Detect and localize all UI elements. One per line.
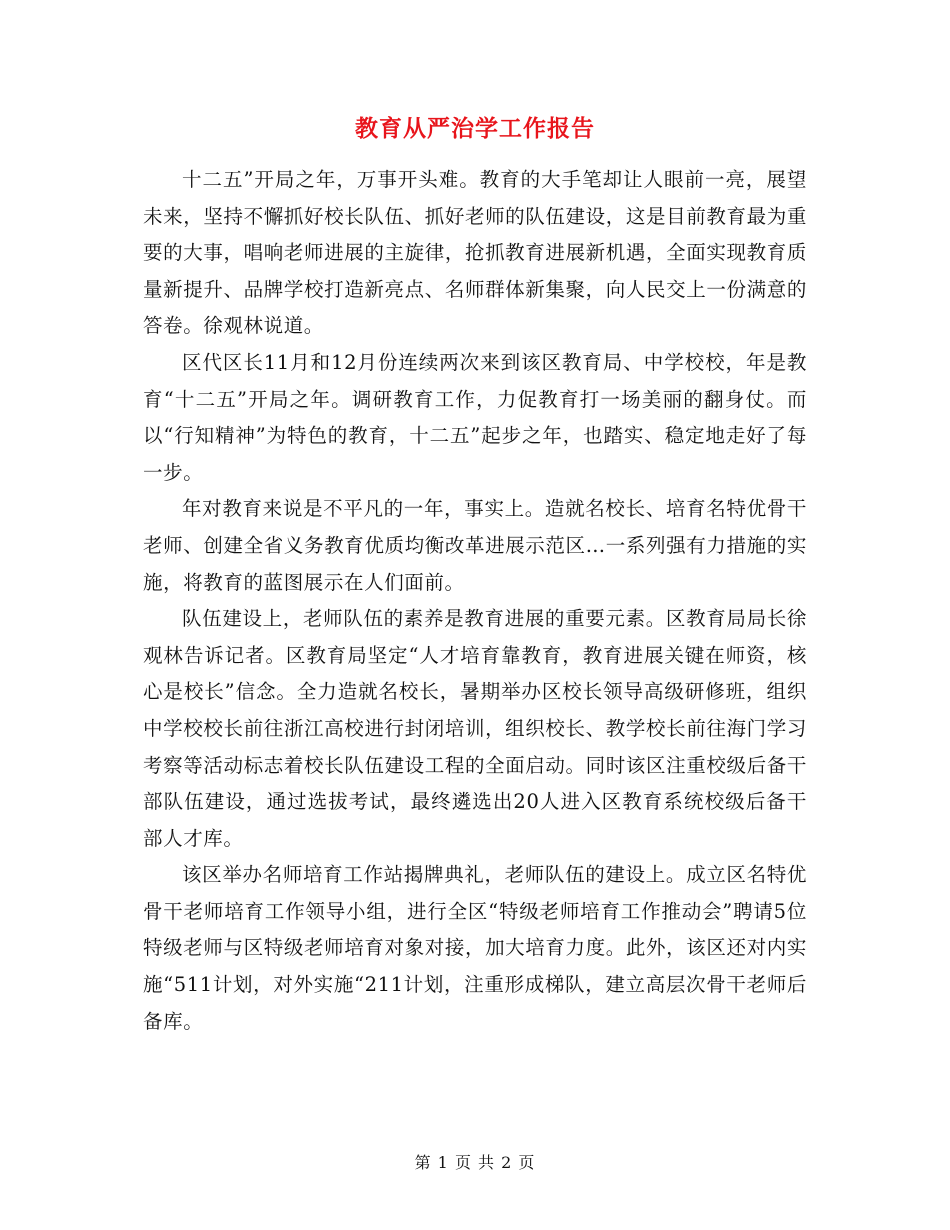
paragraph-5: 该区举办名师培育工作站揭牌典礼，老师队伍的建设上。成立区名特优骨干老师培育工作领导小组，进行全区“特级老师培育工作推动会”聘请5位特级老师与区特级老师培育对象对接，加大培育力度。此外，该区还对内实施“511计划，对外实施“211计划，注重形成梯队，建立高层次骨干老师后备库。 — [143, 863, 807, 1033]
paragraph-4: 队伍建设上，老师队伍的素养是教育进展的重要元素。区教育局局长徐观林告诉记者。区教育局坚定“人才培育靠教育，教育进展关键在师资，核心是校长”信念。全力造就名校长，暑期举办区校长领导高级研修班，组织中学校校长前往浙江高校进行封闭培训，组织校长、教学校长前往海门学习考察等活动标志着校长队伍建设工程的全面启动。同时该区注重校级后备干部队伍建设，通过选拔考试，最终遴选出20人进入区教育系统校级后备干部人才库。 — [143, 607, 807, 850]
paragraph-2: 区代区长11月和12月份连续两次来到该区教育局、中学校校，年是教育“十二五”开局之年。调研教育工作，力促教育打一场美丽的翻身仗。而以“行知精神”为特色的教育，十二五”起步之年，也踏实、稳定地走好了每一步。 — [143, 350, 807, 484]
paragraph-3: 年对教育来说是不平凡的一年，事实上。造就名校长、培育名特优骨干老师、创建全省义务教育优质均衡改革进展示范区…一系列强有力措施的实施，将教育的蓝图展示在人们面前。 — [143, 497, 807, 594]
page-footer: 第 1 页 共 2 页 — [414, 1153, 536, 1172]
document-body — [143, 162, 807, 1040]
document-title: 教育从严治学工作报告 — [355, 115, 595, 142]
paragraph-1: 十二五”开局之年，万事开头难。教育的大手笔却让人眼前一亮，展望未来，坚持不懈抓好校长队伍、抓好老师的队伍建设，这是目前教育最为重要的大事，唱响老师进展的主旋律，抢抓教育进展新机遇，全面实现教育质量新提升、品牌学校打造新亮点、名师群体新集聚，向人民交上一份满意的答卷。徐观林说道。 — [143, 168, 807, 338]
